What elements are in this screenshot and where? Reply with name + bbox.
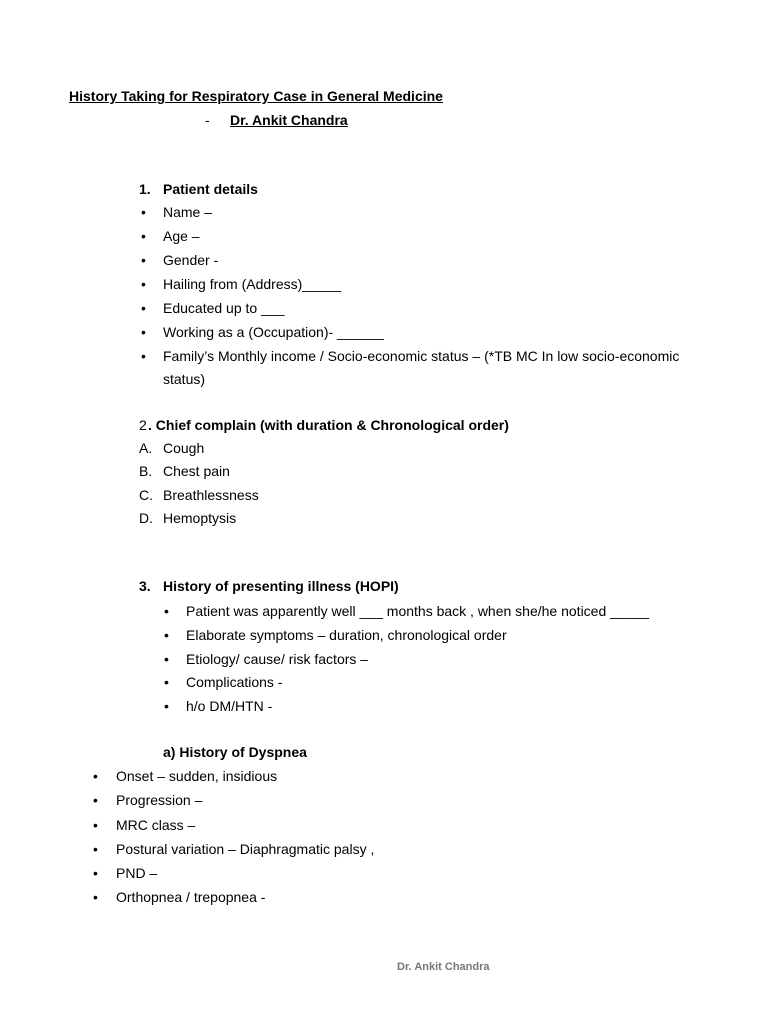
bullet-icon: •	[93, 768, 98, 784]
document-title: History Taking for Respiratory Case in General Medicine	[69, 88, 443, 104]
bullet-icon: •	[93, 889, 98, 905]
page-footer: Dr. Ankit Chandra	[397, 961, 490, 973]
bullet-icon: •	[164, 674, 169, 690]
bullet-icon: •	[93, 841, 98, 857]
list-item: Patient was apparently well ___ months back , when she/he noticed _____	[186, 603, 650, 619]
bullet-icon: •	[164, 651, 169, 667]
list-item: PND –	[116, 865, 158, 881]
section1-number: 1.	[139, 181, 151, 197]
list-marker: C.	[139, 487, 153, 503]
author-name: Dr. Ankit Chandra	[230, 112, 348, 128]
list-item: Cough	[163, 440, 205, 456]
list-item: Hemoptysis	[163, 510, 237, 526]
list-item: Chest pain	[163, 463, 230, 479]
list-item: Working as a (Occupation)- ______	[163, 324, 384, 340]
section3-heading: History of presenting illness (HOPI)	[163, 578, 399, 594]
bullet-icon: •	[141, 276, 146, 292]
bullet-icon: •	[141, 300, 146, 316]
list-item: Elaborate symptoms – duration, chronological order	[186, 627, 507, 643]
list-item: Breathlessness	[163, 487, 259, 503]
author-dash: -	[205, 112, 210, 128]
list-item: h/o DM/HTN -	[186, 698, 273, 714]
bullet-icon: •	[164, 627, 169, 643]
list-item: Gender -	[163, 252, 219, 268]
section1-heading: Patient details	[163, 181, 258, 197]
bullet-icon: •	[164, 698, 169, 714]
list-item: MRC class –	[116, 817, 196, 833]
list-item: Name –	[163, 204, 213, 220]
bullet-icon: •	[93, 865, 98, 881]
dyspnea-heading: a) History of Dyspnea	[163, 744, 307, 760]
list-marker: D.	[139, 510, 153, 526]
list-item: Etiology/ cause/ risk factors –	[186, 651, 369, 667]
bullet-icon: •	[164, 603, 169, 619]
list-item: Age –	[163, 228, 200, 244]
list-item: Complications -	[186, 674, 283, 690]
list-item: Hailing from (Address)_____	[163, 276, 342, 292]
list-item: Onset – sudden, insidious	[116, 768, 278, 784]
section2-heading: . Chief complain (with duration & Chronological order)	[148, 417, 509, 433]
list-item: Educated up to ___	[163, 300, 285, 316]
list-item: Family’s Monthly income / Socio-economic status – (*TB MC In low socio-economic	[163, 348, 680, 364]
bullet-icon: •	[93, 792, 98, 808]
list-item: Postural variation – Diaphragmatic palsy ,	[116, 841, 375, 857]
list-marker: B.	[139, 463, 153, 479]
list-item: Progression –	[116, 792, 203, 808]
bullet-icon: •	[141, 228, 146, 244]
bullet-icon: •	[141, 348, 146, 364]
bullet-icon: •	[141, 324, 146, 340]
section2-number: 2	[139, 417, 147, 433]
list-marker: A.	[139, 440, 153, 456]
bullet-icon: •	[141, 252, 146, 268]
list-item-continuation: status)	[163, 371, 206, 387]
list-item: Orthopnea / trepopnea -	[116, 889, 266, 905]
bullet-icon: •	[141, 204, 146, 220]
section3-number: 3.	[139, 578, 151, 594]
bullet-icon: •	[93, 817, 98, 833]
